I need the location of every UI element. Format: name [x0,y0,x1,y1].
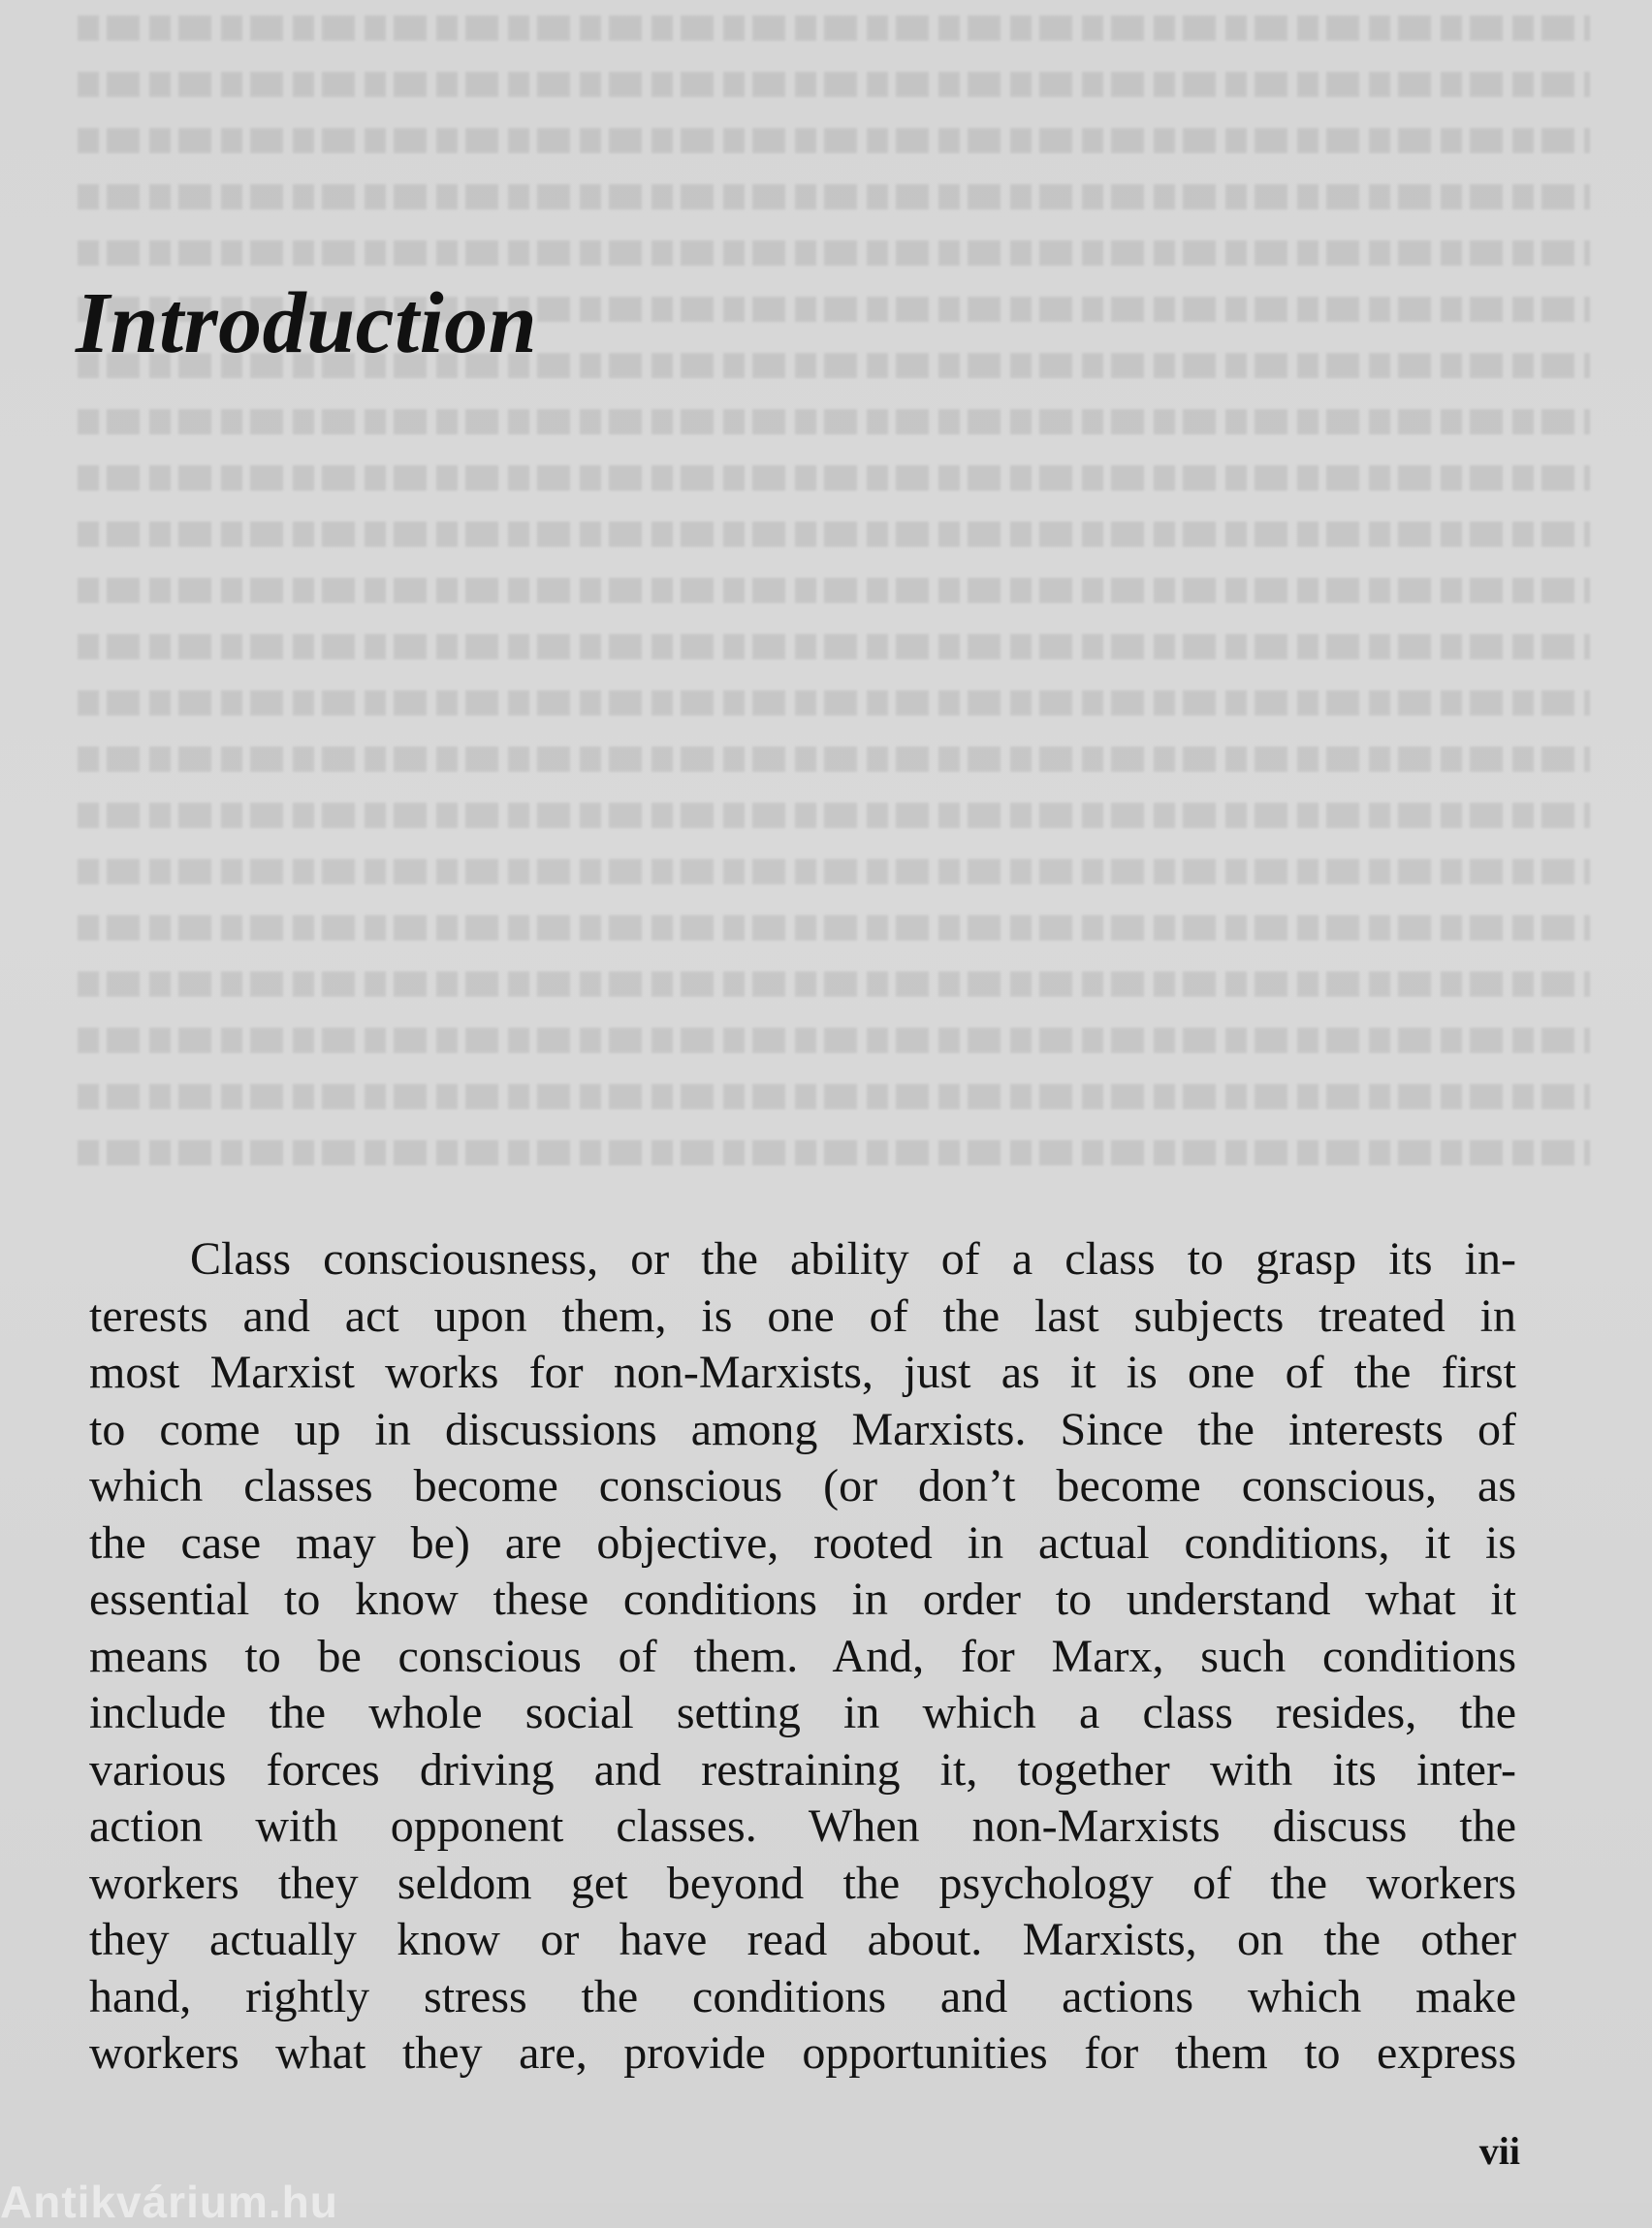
text-line: which classes become conscious (or don’t become conscious, as [89,1460,1516,1512]
text-line: include the whole social setting in which a class resides, the [89,1687,1516,1738]
watermark: Antikvárium.hu [0,2177,338,2227]
text-line: hand, rightly stress the conditions and actions which make [89,1970,1516,2022]
body-paragraph [89,1231,1516,2083]
text-line: means to be conscious of them. And, for Marx, such conditions [89,1630,1516,1682]
text-line: they actually know or have read about. Marxists, on the other [89,1914,1516,1965]
text-line: essential to know these conditions in order to understand what it [89,1574,1516,1625]
text-line: the case may be) are objective, rooted in actual conditions, it is [89,1516,1516,1569]
text-line: Class consciousness, or the ability of a class to grasp its in- [190,1233,1516,1285]
text-line: to come up in discussions among Marxists. Since the interests of [89,1403,1516,1455]
text-line: workers they seldom get beyond the psychology of the workers [89,1857,1516,1909]
text-line: action with opponent classes. When non-Marxists discuss the [89,1800,1516,1852]
bleed-through-text [78,0,1590,1222]
text-line: terests and act upon them, is one of the last subjects treated in [89,1289,1516,1342]
text-line: various forces driving and restraining it, together with its inter- [89,1743,1516,1796]
text-line: most Marxist works for non-Marxists, just as it is one of the first [89,1347,1516,1398]
text-line: workers what they are, provide opportunities for them to express [89,2027,1516,2079]
page-number: vii [1478,2129,1520,2173]
chapter-heading: Introduction [76,275,538,371]
